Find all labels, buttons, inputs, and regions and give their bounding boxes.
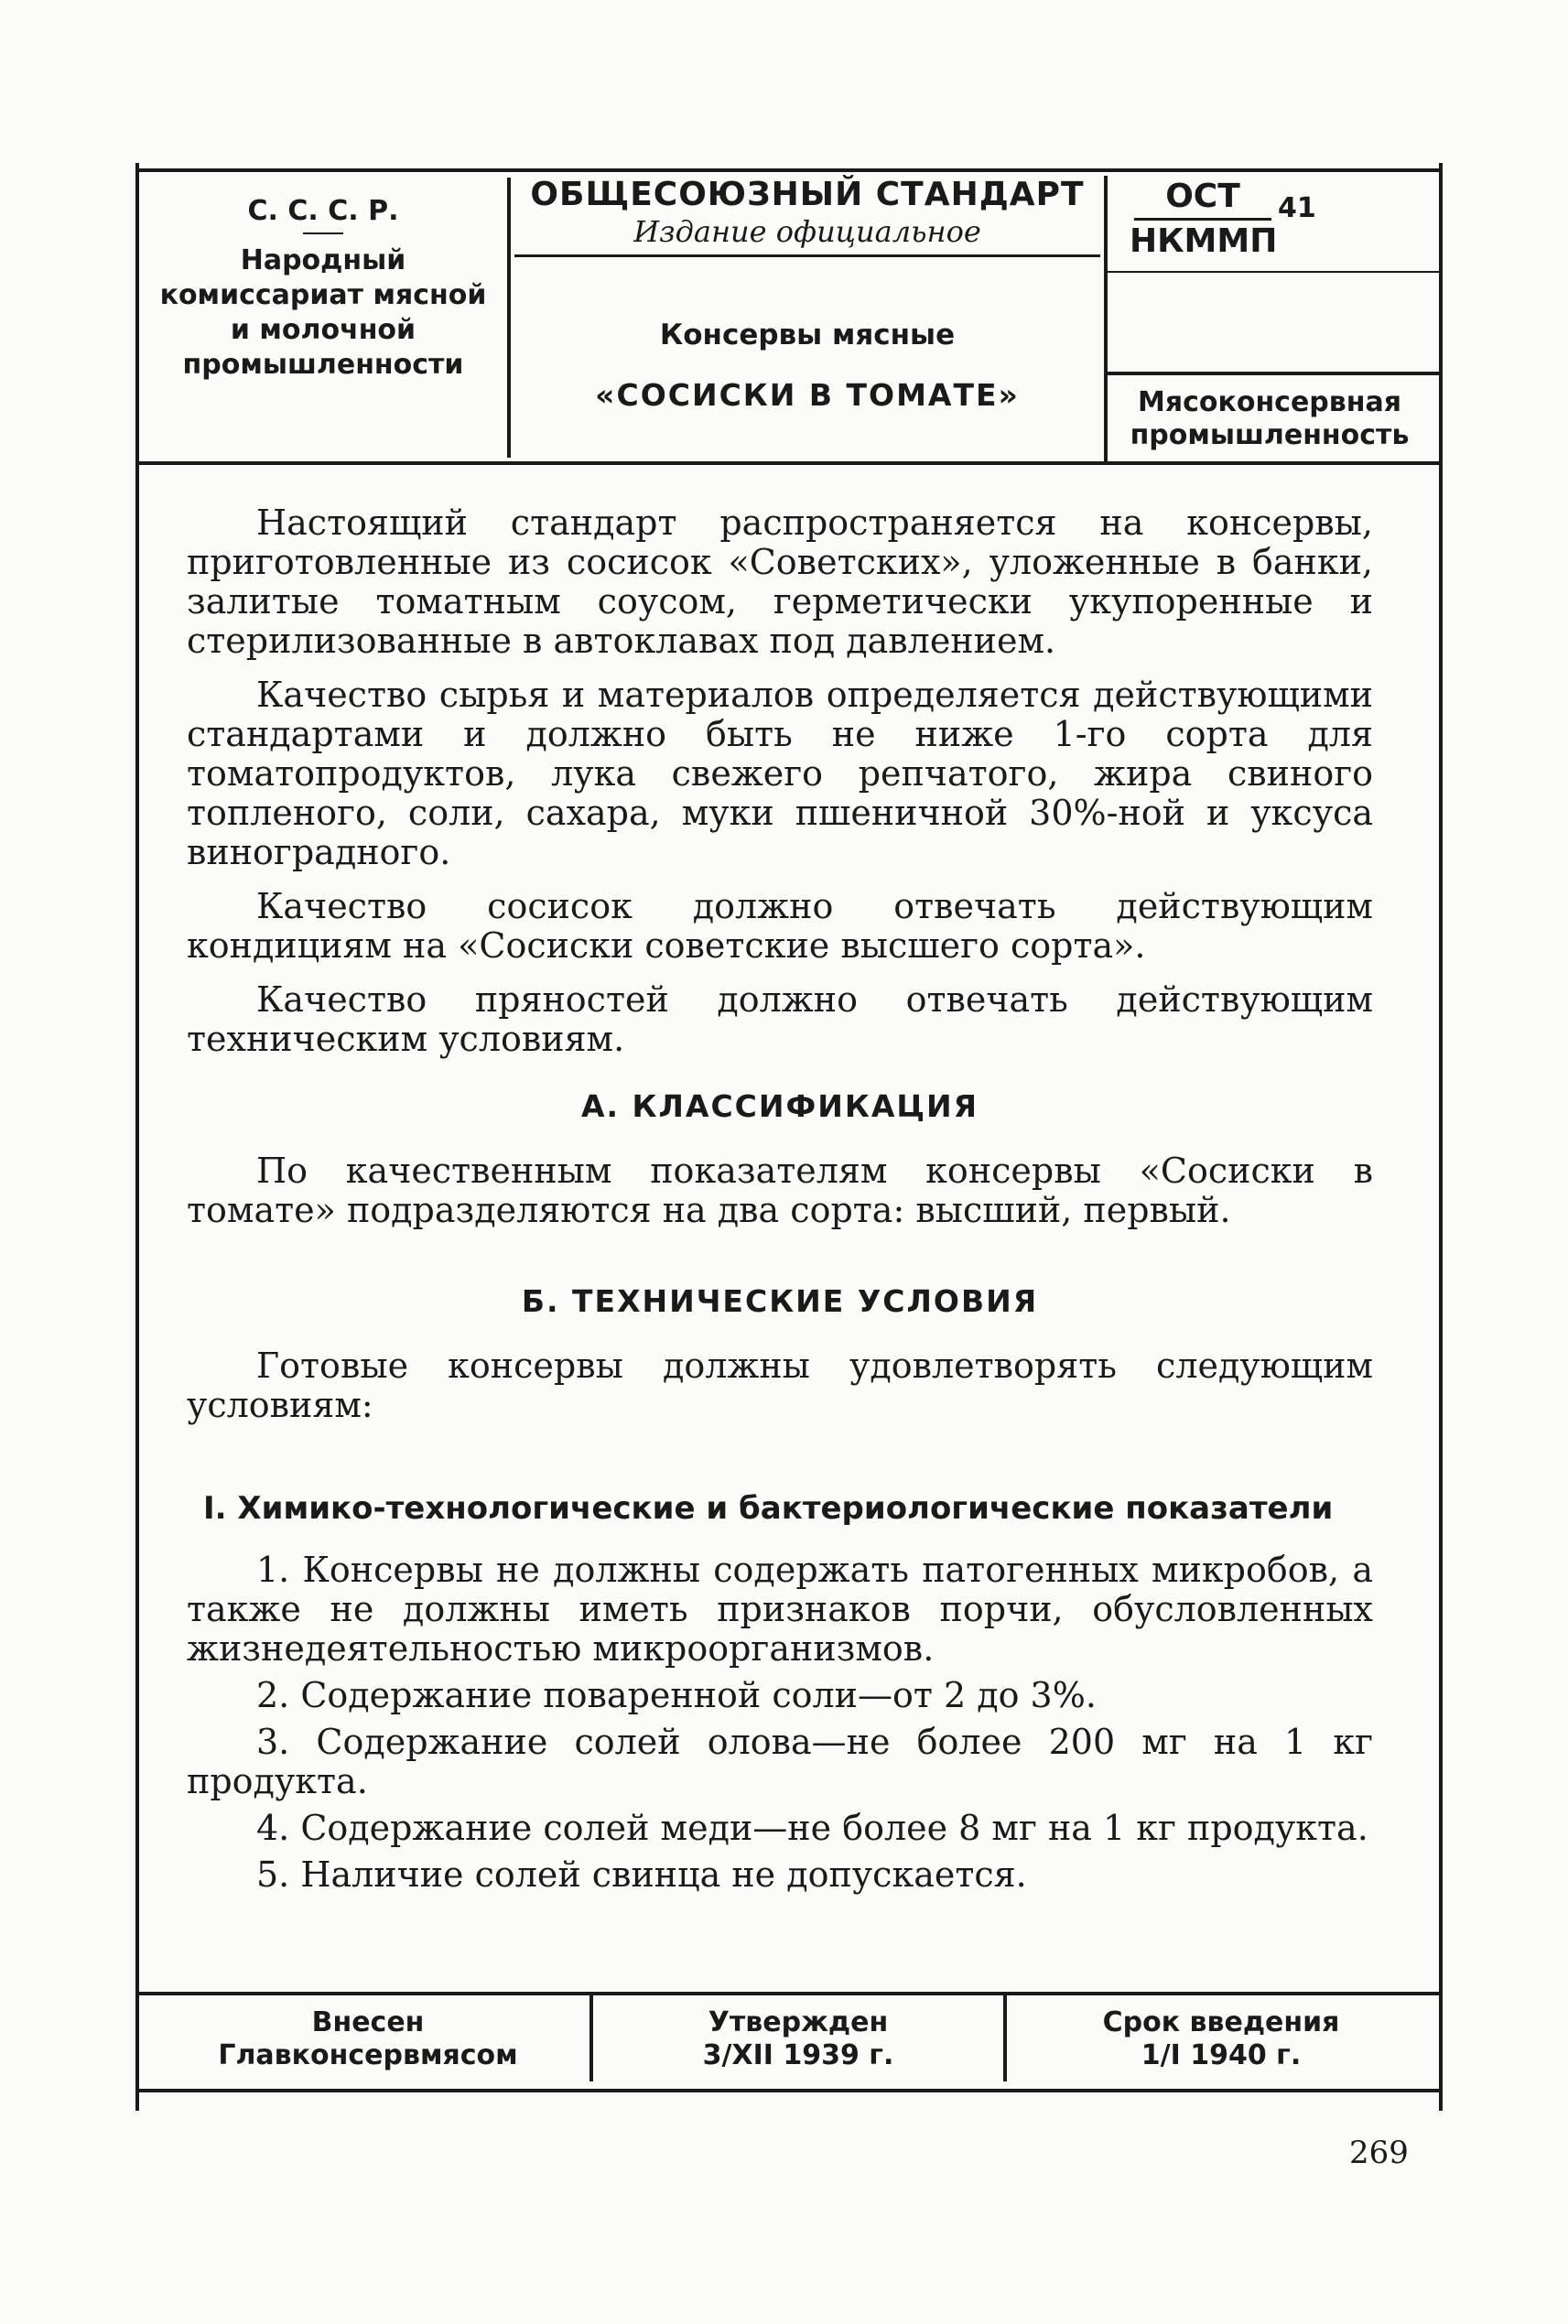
header-divider-left: [507, 178, 511, 458]
footer-divider-left: [589, 1995, 593, 2081]
submitted-label: Внесен: [311, 2006, 425, 2038]
standard-body: [187, 503, 1373, 1902]
standard-title: ОБЩЕСОЮЗНЫЙ СТАНДАРТ: [530, 176, 1085, 213]
page-number: 269: [1349, 2135, 1409, 2171]
submitted-by: Главконсервмясом: [218, 2039, 518, 2071]
section-a-heading: А. КЛАССИФИКАЦИЯ: [580, 1088, 979, 1124]
intro-paragraph-4: Качество пряностей должно отвечать действующим техническим условиям.: [187, 979, 1373, 1059]
list-item: 2. Содержание поваренной соли—от 2 до 3%.: [256, 1675, 1097, 1715]
footer-divider-right: [1003, 1995, 1007, 2081]
effective-date: 1/I 1940 г.: [1141, 2039, 1302, 2071]
footer-approved: [597, 2006, 1000, 2072]
title-underline: [514, 254, 1100, 257]
intro-paragraph-1: Настоящий стандарт распространяется на консервы, приготовленные из сосисок «Советских», уложенные в банки, залитые томатным соусом, герметически укупоренные и стерилизованные в автоклавах под давлением.: [187, 503, 1373, 661]
list-item: 5. Наличие солей свинца не допускается.: [256, 1854, 1027, 1895]
header-divider-right: [1104, 176, 1108, 461]
header-bottom-rule: [139, 461, 1439, 465]
section-a-text: По качественным показателям консервы «Сосиски в томате» подразделяются на два сорта: высший, первый.: [187, 1151, 1373, 1230]
standard-subtitle: Издание официальное: [633, 214, 981, 249]
list-item: 1. Консервы не должны содержать патогенных микробов, а также не должны иметь признаков порчи, обусловленных жизнедеятельностью микроорганизмов.: [187, 1550, 1373, 1669]
section-b-text: Готовые консервы должны удовлетворять следующим условиям:: [187, 1346, 1373, 1425]
effective-label: Срок введения: [1102, 2006, 1340, 2038]
subsection-heading: I. Химико-технологические и бактериологические показатели: [203, 1490, 1334, 1527]
section-b-heading: Б. ТЕХНИЧЕСКИЕ УСЛОВИЯ: [521, 1283, 1039, 1319]
country-divider: [303, 232, 343, 234]
code-box-rule: [1108, 271, 1439, 273]
code-bottom: НКММП: [1130, 222, 1278, 260]
country-label: С. С. С. Р.: [247, 195, 399, 227]
industry-line-1: Мясоконсервная: [1137, 386, 1402, 418]
industry-line-2: промышленность: [1130, 419, 1410, 451]
product-category: Консервы мясные: [659, 319, 956, 351]
ministry-line-1: Народный: [240, 244, 406, 276]
code-number: 41: [1278, 192, 1316, 224]
intro-paragraph-3: Качество сосисок должно отвечать действующим кондициям на «Сосиски советские высшего сорта».: [187, 886, 1373, 966]
product-name: «СОСИСКИ В ТОМАТЕ»: [595, 377, 1020, 413]
footer-effective: [1011, 2006, 1432, 2072]
footer-submitted: [157, 2006, 579, 2072]
list-item: 4. Содержание солей меди—не более 8 мг на 1 кг продукта.: [256, 1808, 1368, 1848]
code-fraction-line: [1134, 218, 1271, 221]
footer-top-rule: [139, 1992, 1439, 1995]
ministry-line-3: и молочной: [230, 314, 416, 346]
code-top: ОСТ: [1165, 178, 1240, 215]
ministry-line-4: промышленности: [182, 349, 464, 381]
industry-box-rule: [1108, 372, 1439, 375]
industry-label: [1109, 386, 1430, 452]
intro-paragraph-2: Качество сырья и материалов определяется действующими стандартами и должно быть не ниже 1-го сорта для томатопродуктов, лука свежего репчатого, жира свиного топленого, соли, сахара, муки пшеничной 30%-ной и уксуса виноградного.: [187, 675, 1373, 872]
approved-date: 3/XII 1939 г.: [702, 2039, 894, 2071]
standard-frame: [135, 163, 1443, 2111]
issuer-block: [139, 181, 507, 383]
footer-bottom-rule: [139, 2089, 1439, 2092]
top-rule: [139, 168, 1439, 172]
standard-code: [1130, 178, 1276, 261]
ministry-line-2: комиссариат мясной: [159, 279, 487, 311]
list-item: 3. Содержание солей олова—не более 200 мг на 1 кг продукта.: [187, 1722, 1373, 1801]
approved-label: Утвержден: [708, 2006, 889, 2038]
